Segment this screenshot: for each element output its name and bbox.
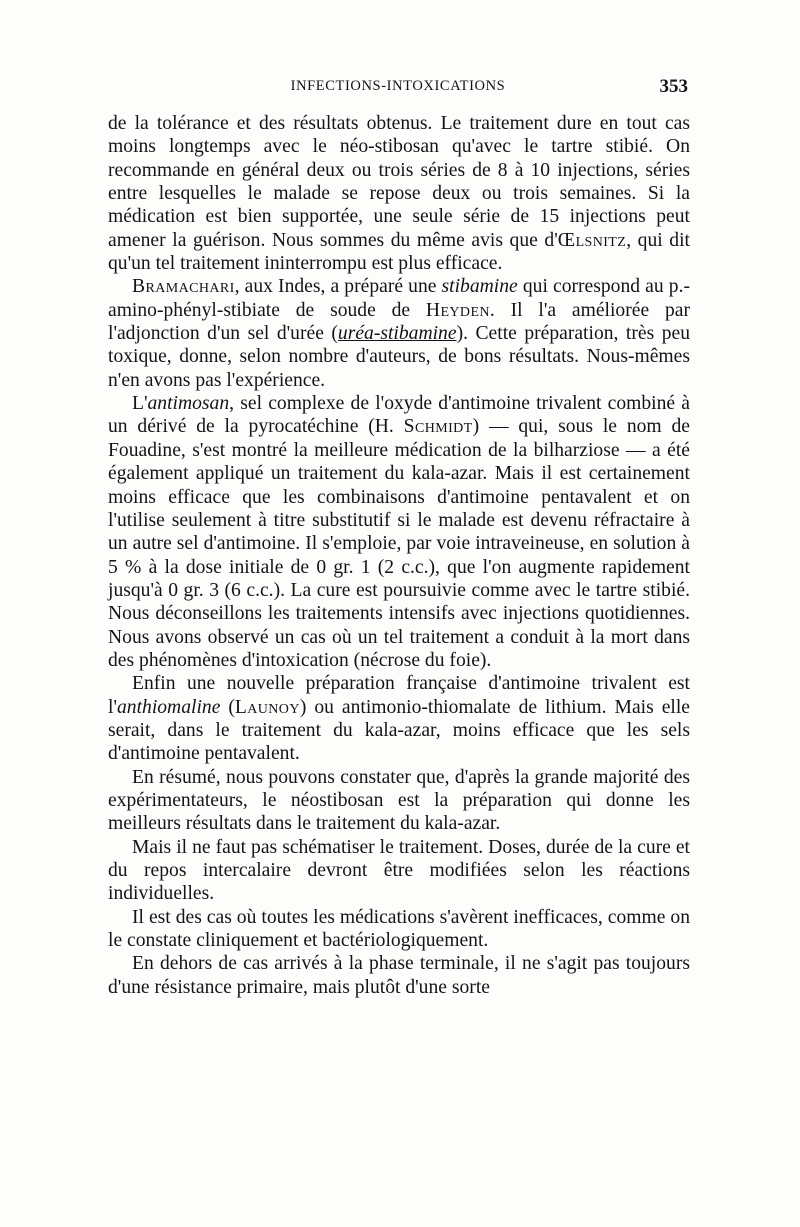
- paragraph-8: En dehors de cas arrivés à la phase terminale, il ne s'agit pas toujours d'une résistance primaire, mais plutôt d'une sorte: [108, 953, 690, 998]
- drug-term: uréa-stibamine: [337, 323, 457, 345]
- paragraph-5: En résumé, nous pouvons constater que, d'après la grande majorité des expérimentateurs, le néostibosan est la préparation qui donne les meilleurs résultats dans le traitement du kala-azar.: [108, 766, 690, 835]
- text-run: Enfin une nouvelle préparation française d'antimoine trivalent est l': [108, 673, 690, 718]
- paragraph-2: [108, 275, 690, 392]
- text-run: (: [220, 696, 235, 718]
- text-run: de la tolérance et des résultats obtenus. Le traitement dure en tout cas moins longtemps avec le néo-stibosan qu'avec le tartre stibié. On recommande en général deux ou trois séries de 8 à 10 injections, séries entre lesquelles le malade se repose deux ou trois semaines. Si la médication est bien supportée, une seule série de 15 injections peut amener la guérison. Nous sommes du même avis que d': [108, 113, 690, 251]
- running-header: [108, 76, 688, 100]
- paragraph-4: [108, 672, 690, 765]
- paragraph-7: Il est des cas où toutes les médications s'avèrent inefficaces, comme on le constate cliniquement et bactériologiquement.: [108, 906, 690, 952]
- author-name: Schmidt: [403, 416, 473, 438]
- author-name: Œlsnitz: [557, 229, 627, 251]
- paragraph-3: [108, 392, 690, 672]
- text-run: ) ou antimonio-thiomalate de lithium. Mais elle serait, dans le traitement du kala-azar, moins efficace que les sels d'antimoine pentavalent.: [108, 696, 690, 765]
- text-run: ) — qui, sous le nom de Fouadine, s'est montré la meilleure médication de la bilharziose — a été également appliqué un traitement du kala-azar. Mais il est certainement moins efficace que les combinaisons d'antimoine pentavalent et on l'utilise seulement à titre substitutif si le malade est devenu réfractaire à un autre sel d'antimoine. Il s'emploie, par voie intraveineuse, en solution à 5 % à la dose initiale de 0 gr. 1 (2 c.c.), que l'on augmente rapidement jusqu'à 0 gr. 3 (6 c.c.). La cure est poursuivie comme avec le tartre stibié. Nous déconseillons les traitements intensifs avec injections quotidiennes. Nous avons observé un cas où un tel traitement a conduit à la mort dans des phénomènes d'intoxication (nécrose du foie).: [108, 416, 690, 671]
- author-name: Launoy: [234, 696, 300, 718]
- text-run: , sel complexe de l'oxyde d'antimoine trivalent combiné à un dérivé de la pyrocatéchine (H.: [108, 393, 690, 438]
- drug-term: stibamine: [441, 276, 518, 298]
- paragraph-6: Mais il ne faut pas schématiser le traitement. Doses, durée de la cure et du repos intercalaire devront être modifiées selon les réactions individuelles.: [108, 836, 690, 905]
- drug-term: anthiomaline: [116, 696, 221, 718]
- body-text: [108, 112, 690, 999]
- text-run: L': [132, 393, 148, 415]
- author-name: Heyden: [425, 299, 490, 321]
- text-run: , qui dit qu'un tel traitement ininterrompu est plus efficace.: [108, 229, 690, 275]
- text-run: ). Cette préparation, très peu toxique, donne, selon nombre d'auteurs, de bons résultats. Nous-mêmes n'en avons pas l'expérience.: [108, 323, 691, 391]
- text-run: . Il l'a améliorée par l'adjonction d'un sel d'urée (: [108, 299, 690, 345]
- text-run: qui correspond au p.-amino-phényl-stibiate de soude de: [108, 276, 690, 321]
- text-run: , aux Indes, a préparé une: [234, 276, 442, 298]
- paragraph-1: [108, 112, 690, 275]
- author-name: Bramachari: [132, 276, 235, 298]
- page-number: 353: [659, 76, 688, 97]
- drug-term: antimosan: [147, 393, 230, 415]
- running-title: INFECTIONS-INTOXICATIONS: [290, 78, 506, 94]
